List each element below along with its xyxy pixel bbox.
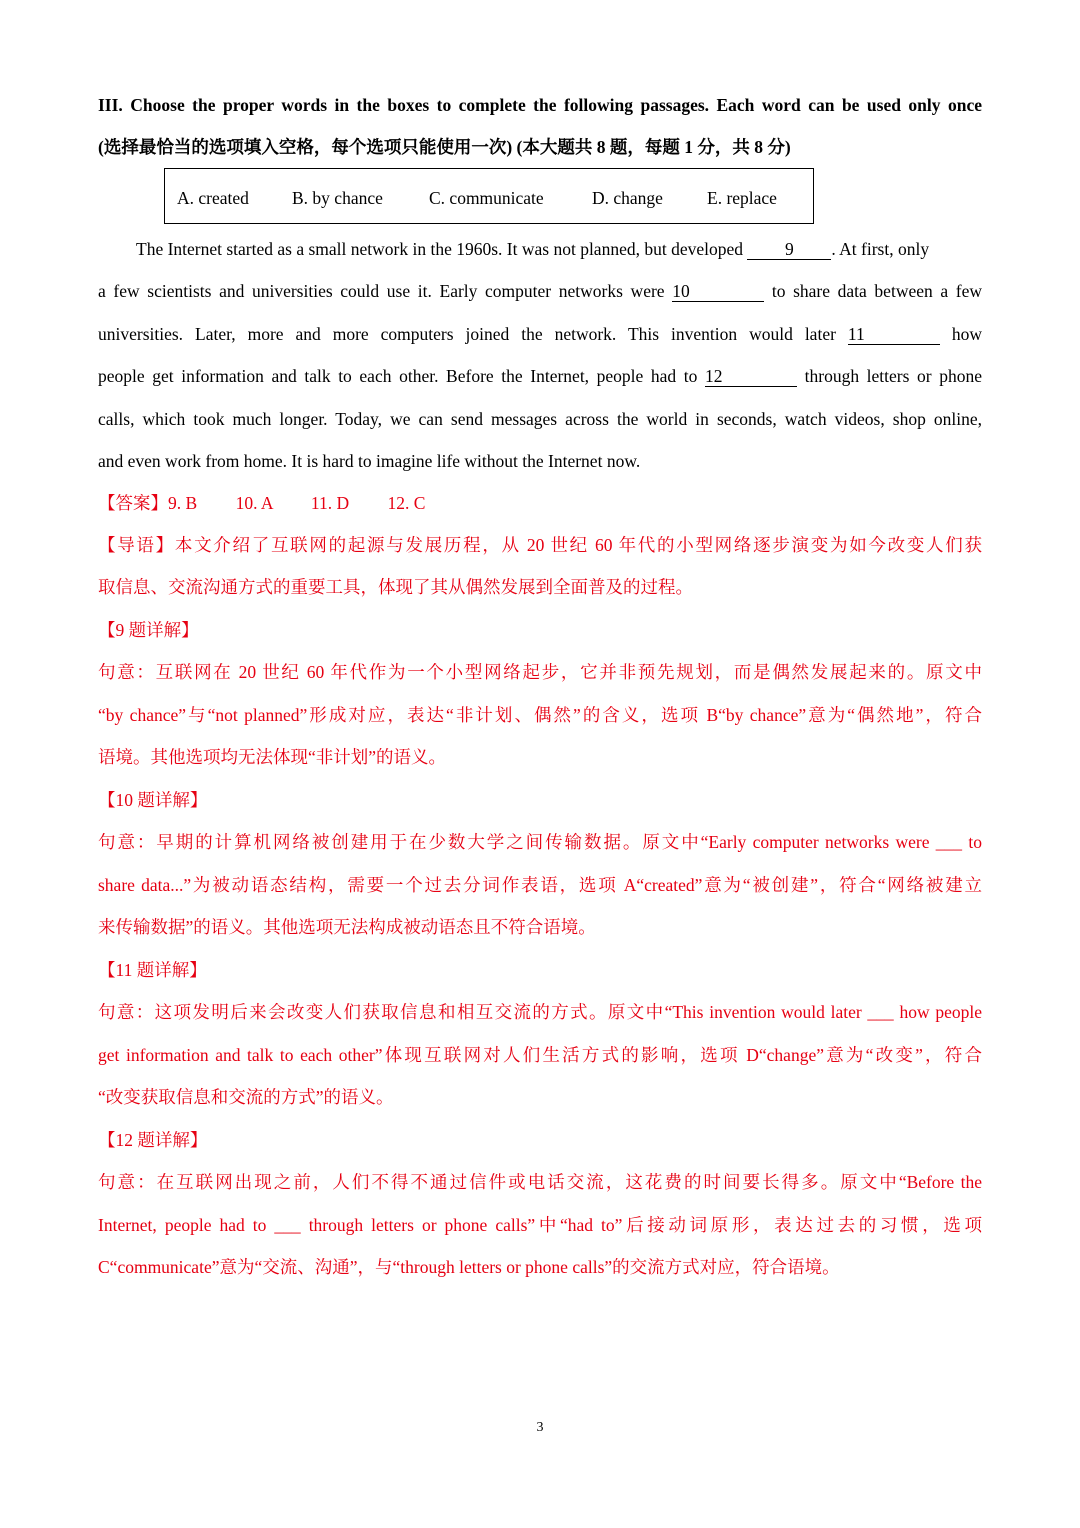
- blank-9: 9: [747, 239, 831, 260]
- passage-line-2: a few scientists and universities could use it. Early computer networks were 10 to share data between a few: [98, 281, 983, 301]
- answer-line: [98, 492, 982, 514]
- guide-line-2: 取信息、交流沟通方式的重要工具，体现了其从偶然发展到全面普及的过程。: [98, 577, 693, 597]
- answer-11: 11. D: [310, 493, 350, 513]
- blank-11: 11: [848, 324, 940, 345]
- answer-9: 9. B: [168, 493, 198, 513]
- passage-line-6: and even work from home. It is hard to imagine life without the Internet now.: [98, 451, 641, 471]
- option-a: A. created: [177, 188, 249, 208]
- explanation-12-heading: 【12 题详解】: [98, 1130, 208, 1150]
- options-box: [164, 168, 814, 224]
- section-title-line-2: (选择最恰当的选项填入空格，每个选项只能使用一次) (本大题共 8 题，每题 1 分，共 8 分): [98, 137, 791, 157]
- section-title-line-1: III. Choose the proper words in the boxes to complete the following passages. Each word can be used only once: [98, 95, 982, 115]
- explanation-11-line-2: get information and talk to each other”体现互联网对人们生活方式的影响，选项 D“change”意为“改变”，符合: [98, 1045, 982, 1065]
- explanation-10-line-1: 句意：早期的计算机网络被创建用于在少数大学之间传输数据。原文中“Early computer networks were ___ to: [98, 832, 982, 852]
- blank-10: 10: [672, 281, 764, 302]
- answer-10: 10. A: [235, 493, 273, 513]
- explanation-10-line-3: 来传输数据”的语义。其他选项无法构成被动语态且不符合语境。: [98, 917, 596, 937]
- passage-line-1: The Internet started as a small network in the 1960s. It was not planned, but developed 9 . At first, only: [136, 239, 930, 259]
- answer-label: 【答案】: [98, 493, 168, 513]
- option-d: D. change: [592, 188, 663, 208]
- blank-12: 12: [705, 366, 797, 387]
- explanation-10-heading: 【10 题详解】: [98, 790, 208, 810]
- explanation-12-line-1: 句意：在互联网出现之前，人们不得不通过信件或电话交流，这花费的时间要长得多。原文中“Before the: [98, 1172, 982, 1192]
- explanation-9-line-1: 句意：互联网在 20 世纪 60 年代作为一个小型网络起步，它并非预先规划，而是偶然发展起来的。原文中: [98, 662, 982, 682]
- explanation-11-heading: 【11 题详解】: [98, 960, 207, 980]
- passage-line-4: people get information and talk to each other. Before the Internet, people had to 12 through letters or phone: [98, 366, 982, 386]
- explanation-10-line-2: share data...”为被动语态结构，需要一个过去分词作表语，选项 A“created”意为“被创建”，符合“网络被建立: [98, 875, 982, 895]
- explanation-12-line-2: Internet, people had to ___ through letters or phone calls”中“had to”后接动词原形，表达过去的习惯，选项: [98, 1215, 982, 1235]
- explanation-9-line-2: “by chance”与“not planned”形成对应，表达“非计划、偶然”的含义，选项 B“by chance”意为“偶然地”，符合: [98, 705, 982, 725]
- page-number: 3: [536, 1420, 544, 1435]
- answer-12: 12. C: [387, 493, 426, 513]
- explanation-9-line-3: 语境。其他选项均无法体现“非计划”的语义。: [98, 747, 447, 767]
- option-c: C. communicate: [429, 188, 544, 208]
- option-e: E. replace: [707, 188, 777, 208]
- explanation-12-line-3: C“communicate”意为“交流、沟通”，与“through letters or phone calls”的交流方式对应，符合语境。: [98, 1257, 840, 1277]
- explanation-11-line-3: “改变获取信息和交流的方式”的语义。: [98, 1087, 394, 1107]
- guide-line-1: 【导语】本文介绍了互联网的起源与发展历程，从 20 世纪 60 年代的小型网络逐步演变为如今改变人们获: [98, 535, 982, 555]
- passage-line-3: universities. Later, more and more computers joined the network. This invention would later 11 how: [98, 324, 982, 344]
- explanation-9-heading: 【9 题详解】: [98, 620, 199, 640]
- option-b: B. by chance: [292, 188, 383, 208]
- explanation-11-line-1: 句意：这项发明后来会改变人们获取信息和相互交流的方式。原文中“This invention would later ___ how people: [98, 1002, 982, 1022]
- passage-line-5: calls, which took much longer. Today, we can send messages across the world in seconds, watch videos, shop online,: [98, 409, 982, 429]
